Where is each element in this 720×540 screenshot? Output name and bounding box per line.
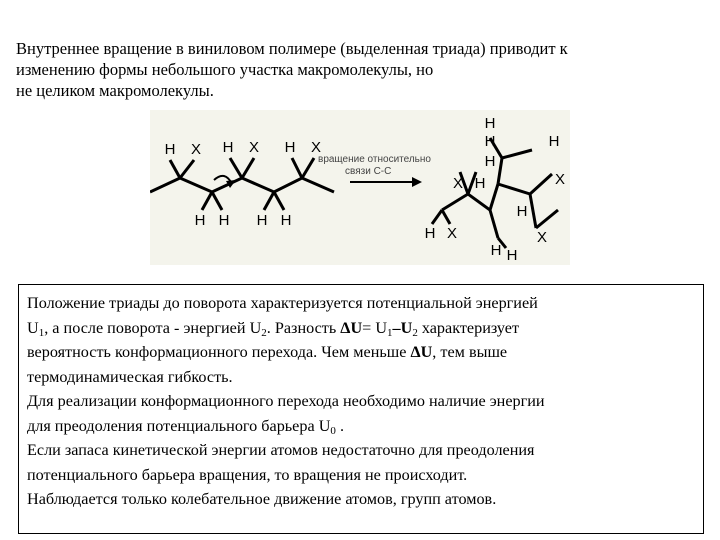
atom-h: H <box>506 247 518 264</box>
text-span: потенциального барьера вращения, то вращения не происходит. <box>27 465 468 484</box>
text-span: Если запаса кинетической энергии атомов недостаточно для преодоления <box>27 441 535 459</box>
subscript: 2 <box>261 326 267 339</box>
transform-arrowhead <box>412 177 422 187</box>
intro-line: Внутреннее вращение в виниловом полимере (выделенная триада) приводит к <box>16 39 568 58</box>
text-line <box>27 414 697 439</box>
explanation-text <box>27 291 697 512</box>
text-line <box>27 487 697 512</box>
atom-h: H <box>194 212 206 229</box>
text-span: для преодоления потенциального барьера U <box>27 416 331 435</box>
text-span: Положение триады до поворота характеризуется потенциальной энергией <box>27 294 538 312</box>
atom-x: X <box>536 229 548 246</box>
text-line <box>27 365 697 390</box>
text-span: Для реализации конформационного перехода необходимо наличие энергии <box>27 392 545 410</box>
subscript: 0 <box>330 424 336 437</box>
bold-delta-u: ΔU <box>410 343 433 361</box>
text-span: . <box>335 416 344 435</box>
atom-h: H <box>222 139 234 156</box>
arrow-label-1: вращение относительно <box>318 154 431 165</box>
text-span: U <box>27 318 39 337</box>
text-line <box>27 291 697 316</box>
arrow-label-2: связи С-С <box>345 166 392 177</box>
text-line <box>27 389 697 414</box>
subscript: 1 <box>387 326 393 339</box>
intro-line: изменению формы небольшого участка макромолекулы, но <box>16 60 434 79</box>
text-span: вероятность конформационного перехода. Чем меньше <box>27 343 411 361</box>
text-line <box>27 463 697 488</box>
atom-x: X <box>310 139 322 156</box>
atom-h: H <box>516 203 528 220</box>
text-span: характеризует <box>417 318 520 337</box>
atom-h: H <box>474 175 486 192</box>
text-span: термодинамическая гибкость. <box>27 367 233 386</box>
molecule-diagram <box>150 110 570 265</box>
text-line <box>27 340 697 365</box>
text-span: , тем выше <box>432 343 508 361</box>
text-span: = U <box>362 318 388 337</box>
subscript: 1 <box>38 326 45 339</box>
atom-h: H <box>256 212 268 229</box>
atom-h: H <box>484 153 496 170</box>
atom-x: X <box>248 139 260 156</box>
atom-x: X <box>446 225 458 242</box>
atom-h: H <box>218 212 230 229</box>
intro-line: не целиком макромолекулы. <box>16 81 214 100</box>
bold-delta-u: ΔU <box>340 318 363 337</box>
left-chain <box>150 158 334 210</box>
text-span: Наблюдается только колебательное движение атомов, групп атомов. <box>27 490 497 508</box>
atom-h: H <box>424 225 436 242</box>
vinyl-polymer-rotation-figure <box>150 110 570 265</box>
atom-h: H <box>284 139 296 156</box>
atom-h: H <box>484 115 496 132</box>
subscript: 2 <box>412 326 418 339</box>
atom-x: X <box>554 171 566 188</box>
atom-h: H <box>164 141 176 158</box>
atom-x: X <box>190 141 202 158</box>
atom-h: H <box>490 242 502 259</box>
text-span: , а после поворота - энергией U <box>44 318 262 337</box>
atom-h: H <box>484 133 496 150</box>
atom-h: H <box>548 133 560 150</box>
text-line <box>27 316 697 341</box>
atom-h: H <box>280 212 292 229</box>
intro-text <box>16 38 706 101</box>
atom-x: X <box>452 175 464 192</box>
text-span: . Разность <box>266 318 341 337</box>
text-span: –U <box>392 318 413 337</box>
text-line <box>27 438 697 463</box>
